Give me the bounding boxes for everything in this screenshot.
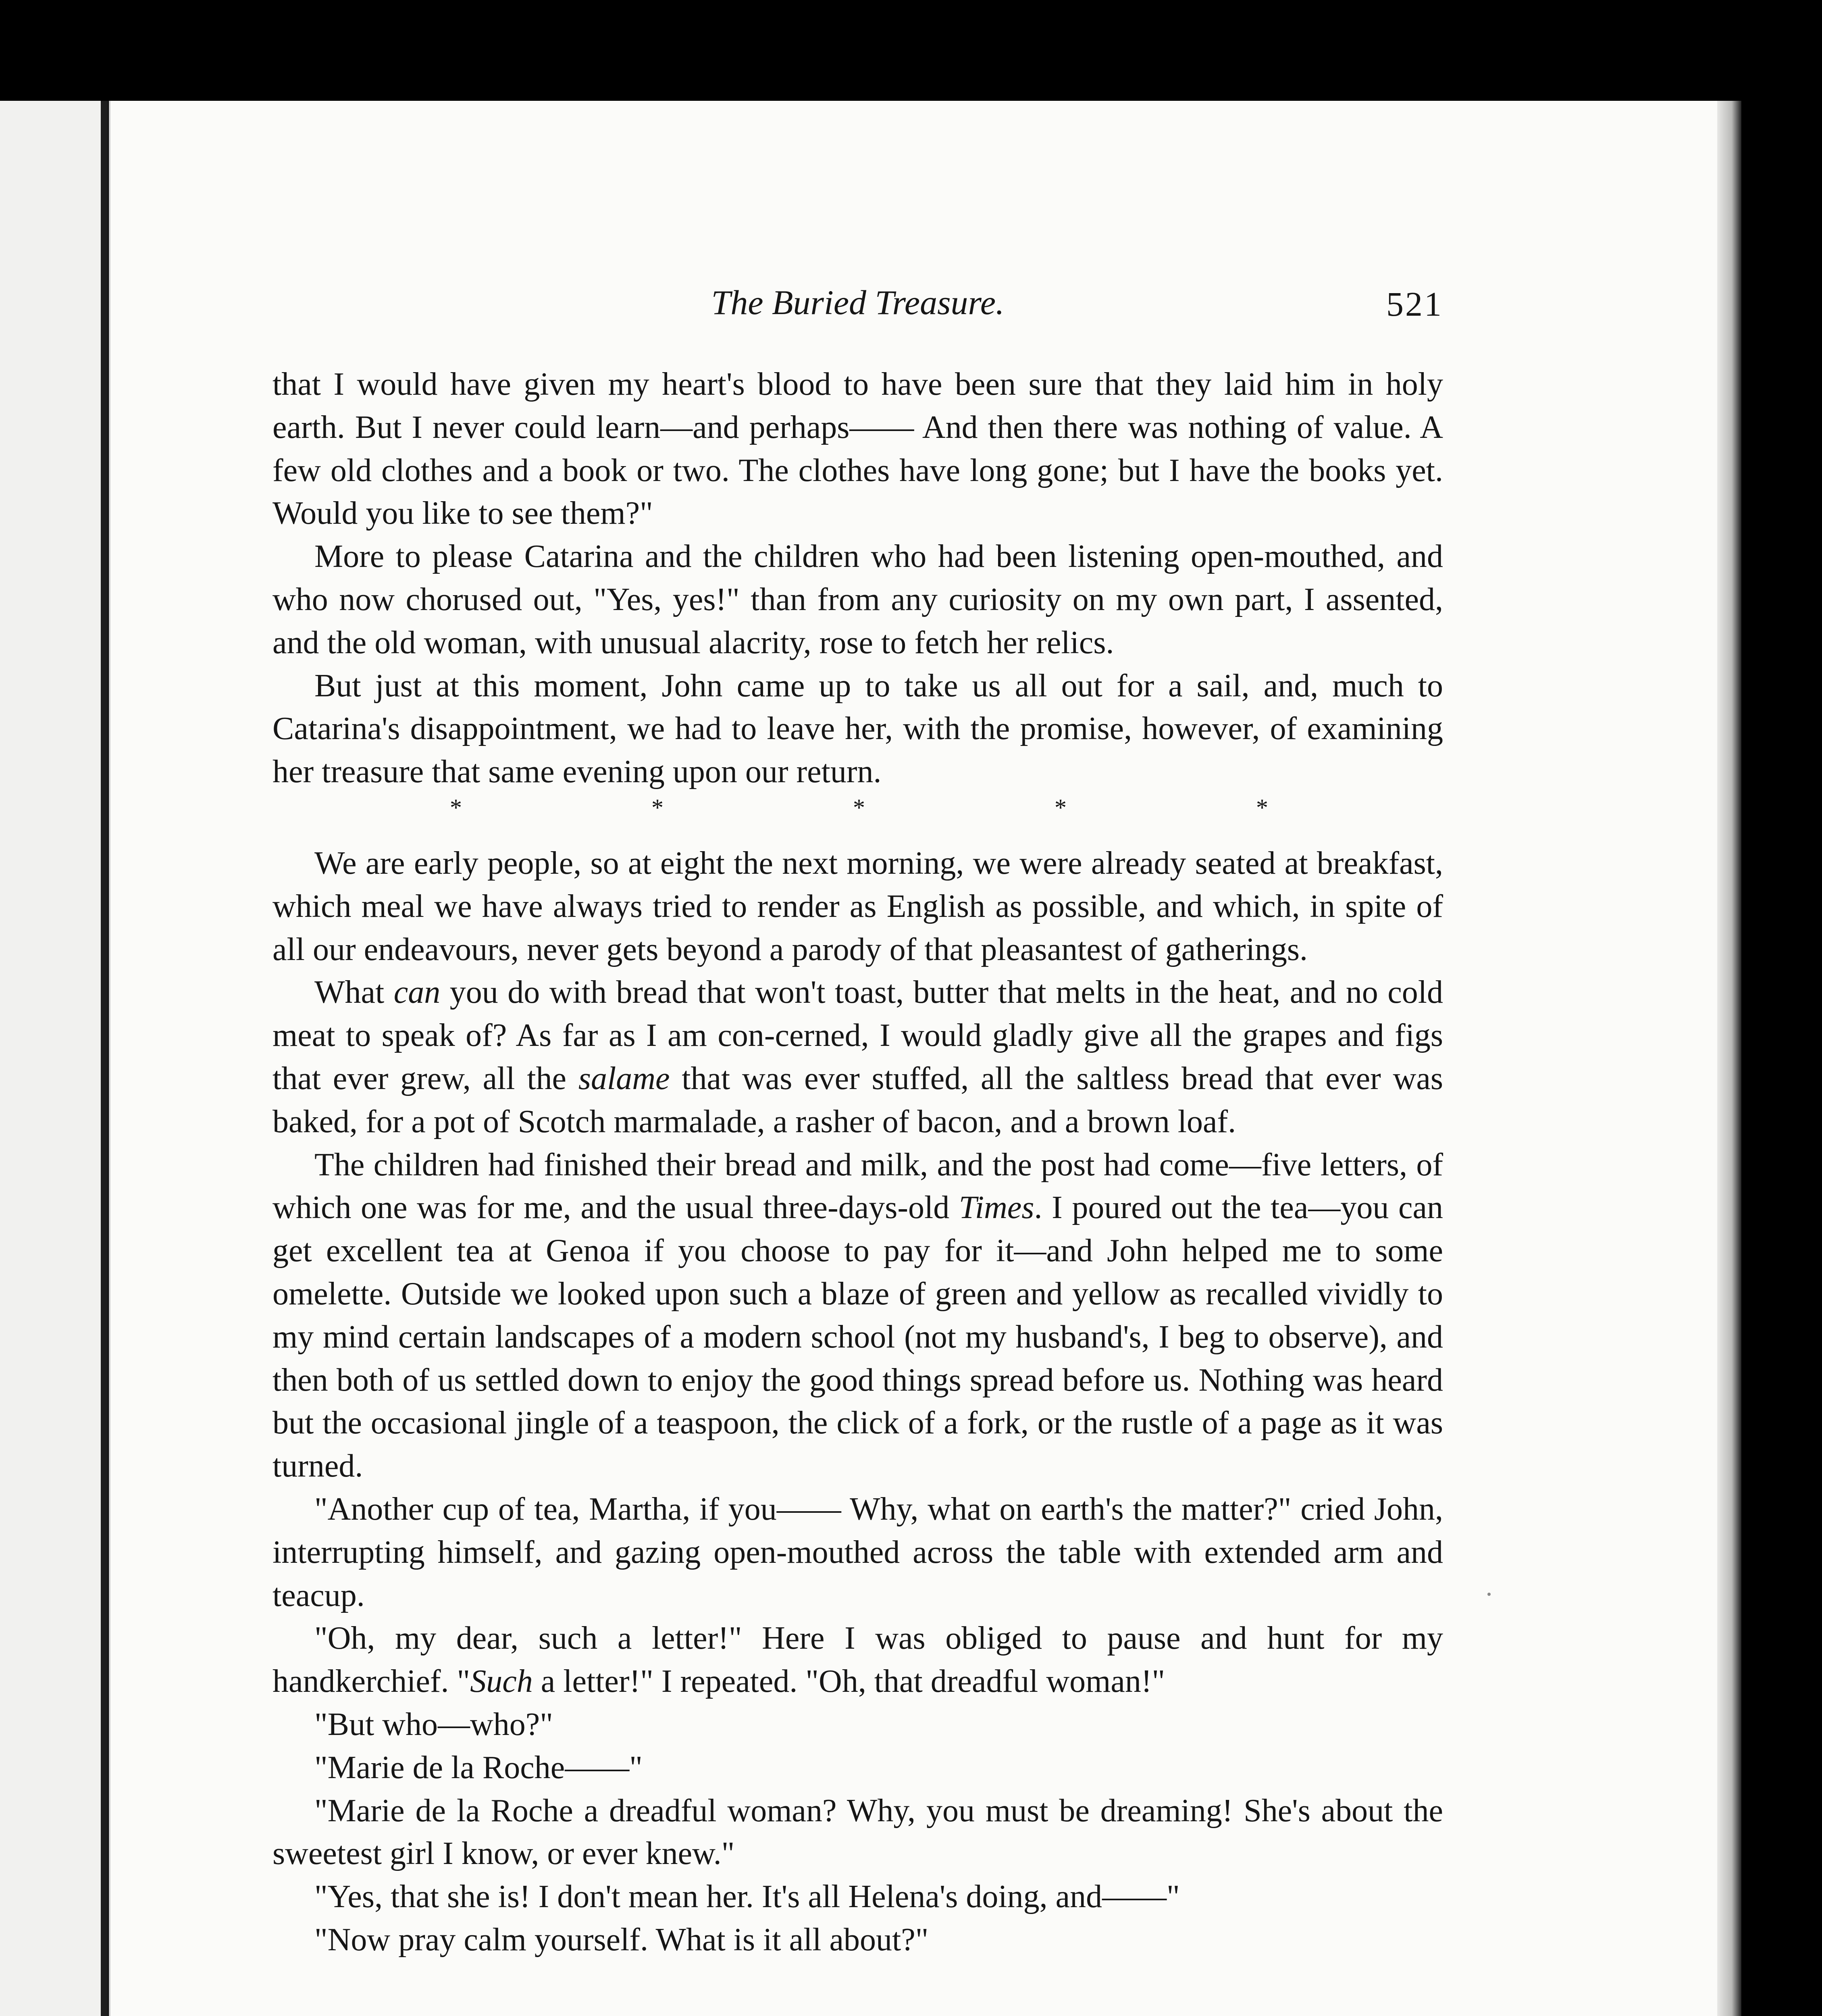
section-break-star: * xyxy=(1055,794,1067,821)
paragraph: "But who—who?" xyxy=(314,1706,553,1742)
text-run: that was ever stuffed, all the saltless bread that ever was baked, for a pot of Scotch marmalade, a rasher of bacon, and a brown loaf. xyxy=(272,1060,1443,1139)
text-run: The children had finished their bread and milk, and the post had come—five letters, of which one was for me, and the usual three-days-old xyxy=(272,1147,1443,1226)
paragraph: "Now pray calm yourself. What is it all about?" xyxy=(314,1922,929,1958)
section-break-star: * xyxy=(450,794,462,821)
paragraph: But just at this moment, John came up to take us all out for a sail, and, much to Catarina's disappointment, we had to leave her, with the promise, however, of examining her treasure that same evening upon our return. xyxy=(272,668,1443,790)
paragraph: More to please Catarina and the children who had been listening open-mouthed, and who now chorused out, "Yes, yes!" than from any curiosity on my own part, I assented, and the old woman, with unusual alacrity, rose to fetch her relics. xyxy=(272,539,1443,660)
page-number: 521 xyxy=(1386,285,1443,323)
paragraph xyxy=(272,971,1443,1143)
text-run: you do with bread that won't toast, butter that melts in the heat, and no cold meat to speak of? As far as I am con-cerned, I would gladly give all the grapes and figs that ever grew, all the xyxy=(272,975,1443,1096)
section-break-star: * xyxy=(853,794,865,821)
paragraph: that I would have given my heart's blood to have been sure that they laid him in holy earth. But I never could learn—and perhaps—— And then there was nothing of value. A few old clothes and a book or two. The clothes have long gone; but I have the books yet. Would you like to see them?" xyxy=(272,367,1443,531)
paragraph: We are early people, so at eight the next morning, we were already seated at breakfast, which meal we have always tried to render as English as possible, and which, in spite of all our endeavours, never gets beyond a parody of that pleasantest of gatherings. xyxy=(272,845,1443,967)
text-run: "Oh, my dear, such a letter!" Here I was obliged to pause and hunt for my handkerchief. " xyxy=(272,1620,1443,1699)
running-title: The Buried Treasure. xyxy=(711,283,1005,322)
text-run: . I poured out the tea—you can get excellent tea at Genoa if you choose to pay for it—and John helped me to some omelette. Outside we looked upon such a blaze of green and yellow as recalled vividly to my mind certain landscapes of a modern school (not my husband's, I beg to observe), and then both of us settled down to enjoy the good things spread before us. Nothing was heard but the occasional jingle of a teaspoon, the click of a fork, or the rustle of a page as it was turned. xyxy=(272,1190,1443,1484)
section-break xyxy=(450,793,1268,842)
page-body xyxy=(272,363,1443,1962)
text-run: a letter!" I repeated. "Oh, that dreadful woman!" xyxy=(532,1664,1165,1699)
paragraph: "Marie de la Roche——" xyxy=(314,1749,643,1785)
paper-speck xyxy=(1487,1593,1491,1596)
page-edge-shadow xyxy=(1717,101,1741,2016)
paragraph: "Another cup of tea, Martha, if you—— Why, what on earth's the matter?" cried John, interrupting himself, and gazing open-mouthed across the table with extended arm and teacup. xyxy=(272,1491,1443,1613)
paragraph: "Yes, that she is! I don't mean her. It's all Helena's doing, and——" xyxy=(314,1879,1180,1915)
paragraph xyxy=(272,1143,1443,1488)
paragraph: "Marie de la Roche a dreadful woman? Why, you must be dreaming! She's about the sweetest girl I know, or ever knew." xyxy=(272,1793,1443,1872)
italic-text: Times xyxy=(959,1190,1034,1226)
facing-page-edge xyxy=(0,101,108,2016)
section-break-star: * xyxy=(1256,794,1268,821)
italic-text: Such xyxy=(470,1664,533,1699)
text-run: What xyxy=(314,975,394,1010)
italic-text: can xyxy=(393,975,441,1010)
paragraph xyxy=(272,1617,1443,1703)
italic-text: salame xyxy=(578,1060,670,1096)
page-header xyxy=(272,282,1443,327)
section-break-star: * xyxy=(651,794,663,821)
